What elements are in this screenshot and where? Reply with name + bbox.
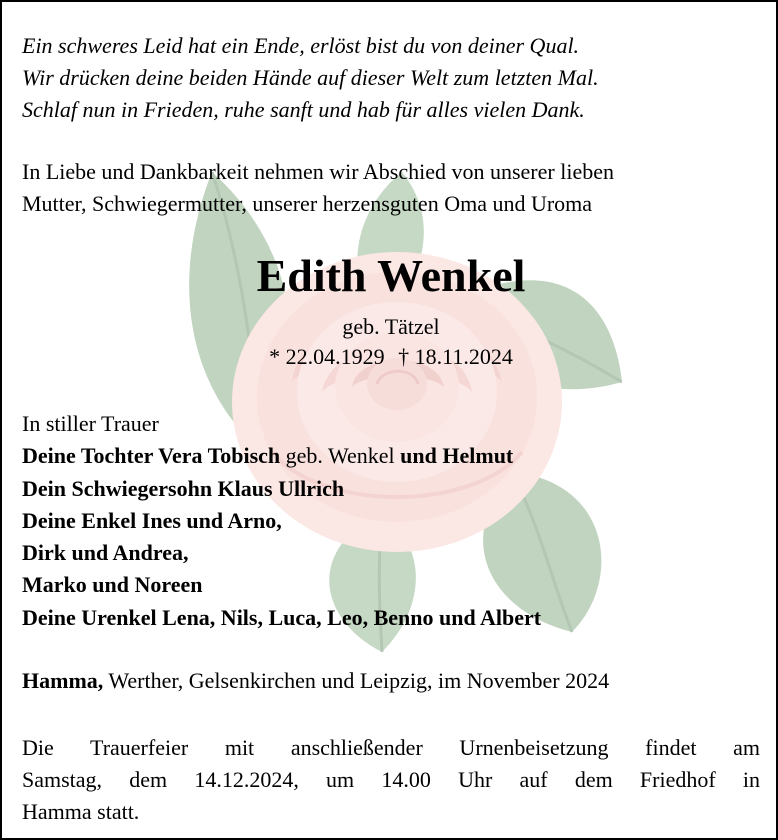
ceremony-line: Hamma statt. (22, 799, 140, 824)
mourners-heading: In stiller Trauer (22, 411, 159, 436)
death-date: † 18.11.2024 (398, 344, 513, 369)
birth-date: * 22.04.1929 (269, 344, 385, 369)
mourner-line (22, 440, 762, 472)
poem-line: Schlaf nun in Frieden, ruhe sanft und hab für alles vielen Dank. (22, 97, 585, 122)
mourner-name: Deine Tochter Vera Tobisch (22, 443, 281, 469)
poem-line: Wir drücken deine beiden Hände auf dieser Welt zum letzten Mal. (22, 65, 599, 90)
place-rest: Werther, Gelsenkirchen und Leipzig, im November 2024 (103, 668, 610, 693)
mourners-list (22, 408, 762, 634)
place-date (22, 666, 762, 696)
poem-line: Ein schweres Leid hat ein Ende, erlöst bist du von deiner Qual. (22, 33, 580, 58)
mourner-line: Dirk und Andrea, (22, 540, 189, 566)
birth-name: geb. Tätzel (342, 314, 440, 339)
mourner-line: Marko und Noreen (22, 572, 203, 598)
intro-line: In Liebe und Dankbarkeit nehmen wir Abschied von unserer lieben (22, 159, 614, 184)
place-town: Hamma, (22, 668, 104, 693)
ceremony-line: Samstag, dem 14.12.2024, um 14.00 Uhr auf dem Friedhof in (22, 767, 760, 792)
ceremony-line: Die Trauerfeier mit anschließender Urnenbeisetzung findet am (22, 735, 760, 760)
mourner-line: Deine Enkel Ines und Arno, (22, 507, 282, 533)
life-dates (2, 342, 778, 372)
mourner-name: und Helmut (400, 443, 514, 469)
intro-text (22, 156, 762, 220)
intro-line: Mutter, Schwiegermutter, unserer herzensguten Oma und Uroma (22, 191, 593, 216)
ceremony-info (22, 732, 760, 828)
deceased-name: Edith Wenkel (256, 250, 526, 301)
mourner-note: geb. Wenkel (280, 443, 401, 469)
mourner-line: Deine Urenkel Lena, Nils, Luca, Leo, Benno und Albert (22, 604, 542, 630)
mourner-line: Dein Schwiegersohn Klaus Ullrich (22, 475, 345, 501)
poem (22, 30, 762, 126)
